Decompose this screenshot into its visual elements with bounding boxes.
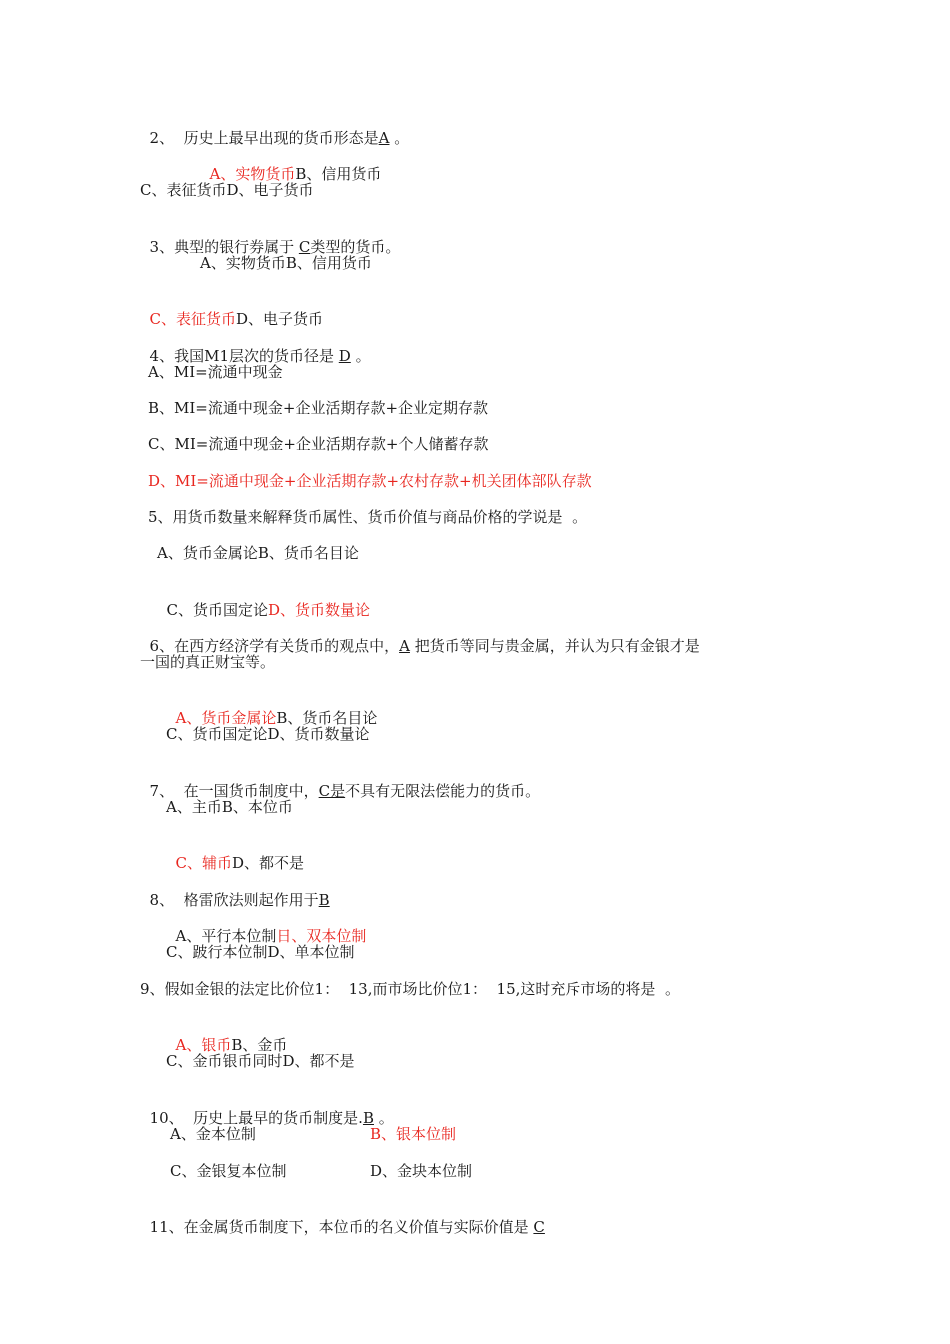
- q7-options-line1: A、主币B、本位币: [166, 798, 293, 816]
- q2-answer: A: [378, 129, 390, 147]
- q7-stem-text: 7、 在一国货币制度中，: [149, 782, 319, 800]
- q2-stem-text: 2、 历史上最早出现的货币形态是: [149, 129, 379, 147]
- q3-option-d: D、电子货币: [236, 310, 324, 328]
- q4-stem-end: 。: [350, 347, 371, 365]
- q10-stem-end: 。: [373, 1109, 394, 1127]
- q3-stem: [140, 217, 400, 257]
- q7-options-line2: [166, 833, 304, 873]
- q3-stem-end: 类型的货币。: [310, 238, 401, 256]
- q7-option-d: D、都不是: [232, 854, 305, 872]
- q4-option-a: A、MI=流通中现金: [148, 363, 283, 381]
- q2-stem: [140, 108, 409, 148]
- q9-correct-option: A、银币: [175, 1036, 232, 1054]
- q5-option-c: C、货币国定论: [166, 601, 269, 619]
- q8-option-a: A、平行本位制: [175, 927, 277, 945]
- q7-correct-option: C、辅币: [175, 854, 233, 872]
- q9-options-line1: [166, 1015, 287, 1055]
- q3-correct-option: C、表征货币: [149, 310, 237, 328]
- q5-stem: 5、用货币数量来解释货币属性、货币价值与商品价格的学说是 。: [148, 508, 588, 526]
- q7-answer: C是: [318, 782, 346, 800]
- q4-stem: [140, 326, 371, 366]
- q6-stem-end: 把货币等同与贵金属，并认为只有金银才是: [409, 637, 700, 655]
- q2-options-line2: C、表征货币D、电子货币: [140, 181, 314, 199]
- q3-options-line2: [140, 289, 323, 329]
- q4-option-c: C、MI=流通中现金+企业活期存款+个人储蓄存款: [148, 435, 489, 453]
- q8-answer: B: [318, 891, 330, 909]
- q6-stem-text: 6、在西方经济学有关货币的观点中，: [149, 637, 400, 655]
- q2-correct-option: A、实物货币: [209, 165, 296, 183]
- q2-stem-end: 。: [389, 129, 410, 147]
- q10-option-b-correct: B、银本位制: [370, 1125, 457, 1143]
- q5-correct-option: D、货币数量论: [268, 601, 371, 619]
- q9-option-b: B、金币: [231, 1036, 288, 1054]
- q8-correct-option: 日、双本位制: [276, 927, 367, 945]
- q8-stem-text: 8、 格雷欣法则起作用于: [149, 891, 319, 909]
- q10-answer: B: [362, 1109, 374, 1127]
- q4-stem-text: 4、我国M1层次的货币径是: [149, 347, 339, 365]
- q8-stem: [140, 870, 330, 910]
- q6-options-line1: [166, 688, 377, 728]
- q4-answer: D: [338, 347, 351, 365]
- q7-stem-end: 不具有无限法偿能力的货币。: [345, 782, 541, 800]
- q8-options-line2: C、跛行本位制D、单本位制: [166, 943, 355, 961]
- q5-options-line1: A、货币金属论B、货币名目论: [157, 544, 359, 562]
- q11-stem-text: 11、在金属货币制度下，本位币的名义价值与实际价值是: [149, 1218, 534, 1236]
- q6-stem-line2: 一国的真正财宝等。: [140, 653, 276, 671]
- q10-stem: [140, 1088, 394, 1128]
- q3-answer: C: [298, 238, 311, 256]
- q9-options-line2: C、金币银币同时D、都不是: [166, 1052, 355, 1070]
- q6-answer: A: [399, 637, 410, 655]
- q3-stem-text: 3、典型的银行券属于: [149, 238, 299, 256]
- q4-option-d-correct: D、MI=流通中现金+企业活期存款+农村存款+机关团体部队存款: [148, 472, 592, 490]
- q10-option-a: A、金本位制: [170, 1125, 256, 1143]
- q2-option-b: B、信用货币: [295, 165, 382, 183]
- q8-options-line1: [166, 906, 366, 946]
- q3-options-line1: A、实物货币B、信用货币: [200, 254, 372, 272]
- q2-options-line1: [200, 144, 381, 184]
- q6-option-b: B、货币名目论: [276, 709, 378, 727]
- q5-options-line2: [157, 580, 370, 620]
- q7-stem: [140, 761, 540, 801]
- q10-option-c: C、金银复本位制: [170, 1162, 287, 1180]
- q6-options-line2: C、货币国定论D、货币数量论: [166, 725, 370, 743]
- q11-answer: C: [533, 1218, 545, 1236]
- q10-stem-text: 10、 历史上最早的货币制度是.: [149, 1109, 363, 1127]
- q10-option-d: D、金块本位制: [370, 1162, 473, 1180]
- q11-stem: [140, 1197, 545, 1237]
- q4-option-b: B、MI=流通中现金+企业活期存款+企业定期存款: [148, 399, 489, 417]
- q9-stem: 9、假如金银的法定比价位1： 13,而市场比价位1： 15,这时充斥市场的将是 。: [140, 980, 680, 998]
- q6-correct-option: A、货币金属论: [175, 709, 277, 727]
- q6-stem: [140, 616, 700, 656]
